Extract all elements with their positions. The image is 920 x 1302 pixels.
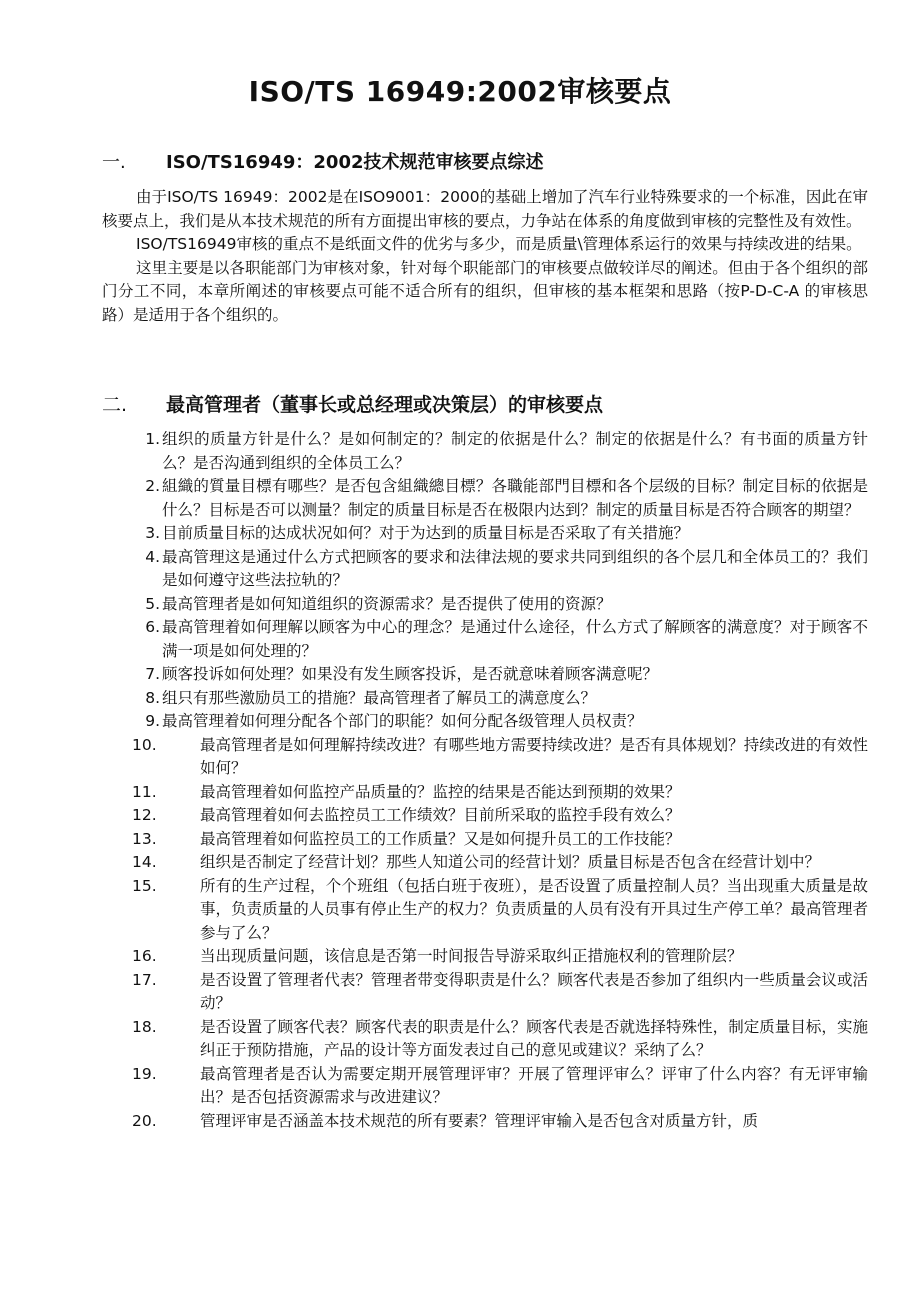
list-item-number: 4. (145, 547, 160, 566)
list-item (102, 804, 868, 828)
list-item (102, 616, 868, 663)
list-item-text: 最高管理着如何理解以顾客为中心的理念？是通过什么途径，什么方式了解顾客的满意度？对于顾客不满一项是如何处理的？ (162, 618, 868, 660)
list-item-text: 当出现质量问题，该信息是否第一时间报告导游采取纠正措施权利的管理阶层？ (200, 947, 743, 965)
list-item (102, 1110, 868, 1134)
list-item (102, 546, 868, 593)
section-2-heading (102, 392, 603, 418)
list-item (102, 687, 868, 711)
list-item (102, 428, 868, 475)
list-item (102, 828, 868, 852)
list-item-number: 6. (145, 618, 160, 636)
list-item (102, 522, 868, 546)
audit-question-list (102, 428, 868, 1133)
list-item (102, 475, 868, 522)
list-item-text: 最高管理着如何去监控员工工作绩效？目前所采取的监控手段有效么？ (200, 806, 681, 824)
list-item (102, 663, 868, 687)
list-item-text: 目前质量目标的达成状况如何？对于为达到的质量目标是否采取了有关措施？ (162, 524, 690, 542)
list-item-text: 最高管理者是否认为需要定期开展管理评审？开展了管理评审么？评审了什么内容？有无评审输出？是否包括资源需求与改进建议？ (200, 1064, 868, 1106)
list-item-text: 是否设置了管理者代表？管理者带变得职责是什么？顾客代表是否参加了组织内一些质量会议或活动？ (200, 970, 868, 1012)
list-item-number: 12. (132, 806, 157, 824)
list-item-number: 13. (132, 829, 157, 848)
section-2-number: 二. (102, 394, 128, 416)
list-item-text: 组织是否制定了经营计划？那些人知道公司的经营计划？质量目标是否包含在经营计划中？ (200, 853, 821, 871)
section-1-number: 一. (102, 152, 126, 173)
list-item-number: 1. (145, 430, 160, 448)
list-item-number: 16. (132, 947, 157, 965)
list-item-number: 15. (132, 876, 157, 895)
list-item-text: 最高管理着如何监控员工的工作质量？又是如何提升员工的工作技能？ (200, 829, 681, 848)
list-item-text: 最高管理者是如何理解持续改进？有哪些地方需要持续改进？是否有具体规划？持续改进的有效性如何？ (200, 735, 868, 777)
list-item-text: 組織的質量目標有哪些？是否包含組織總目標？各職能部門目標和各个层级的目标？制定目标的依据是什么？目标是否可以测量？制定的质量目标是否在极限内达到？制定的质量目标是否符合顾客的期望？ (162, 477, 868, 519)
list-item-text: 组只有那些激励员工的措施？最高管理者了解员工的满意度么？ (162, 688, 597, 707)
list-item-text: 最高管理着如何理分配各个部门的职能？如何分配各级管理人员权责？ (162, 712, 643, 730)
list-item-number: 19. (132, 1064, 157, 1083)
section-2-title: 最高管理者（董事长或总经理或决策层）的审核要点 (166, 394, 604, 416)
list-item-number: 5. (145, 594, 160, 613)
list-item-text: 是否设置了顾客代表？顾客代表的职责是什么？顾客代表是否就选择特殊性，制定质量目标，实施纠正于预防措施，产品的设计等方面发表过自己的意见或建议？采纳了么？ (200, 1017, 868, 1059)
list-item-number: 11. (132, 782, 157, 801)
list-item (102, 710, 868, 734)
list-item-number: 20. (132, 1111, 157, 1130)
list-item-number: 17. (132, 970, 157, 989)
list-item-text: 最高管理这是通过什么方式把顾客的要求和法律法规的要求共同到组织的各个层几和全体员工的？我们是如何遵守这些法拉轨的？ (162, 547, 868, 589)
list-item-text: 最高管理着如何监控产品质量的？监控的结果是否能达到预期的效果？ (200, 782, 681, 801)
list-item-number: 18. (132, 1017, 157, 1036)
list-item-number: 14. (132, 853, 157, 871)
paragraph: ISO/TS16949审核的重点不是纸面文件的优劣与多少，而是质量\管理体系运行的效果与持续改进的结果。 (136, 235, 862, 253)
list-item-number: 7. (145, 665, 160, 683)
list-item-number: 10. (132, 735, 157, 754)
list-item-text: 管理评审是否涵盖本技术规范的所有要素？管理评审输入是否包含对质量方针，质 (200, 1111, 759, 1130)
list-item (102, 945, 868, 969)
list-item-text: 所有的生产过程，个个班组（包括白班于夜班），是否设置了质量控制人员？当出现重大质量是故事，负责质量的人员事有停止生产的权力？负责质量的人员有没有开具过生产停工单？最高管理者参与了么？ (200, 876, 868, 942)
list-item (102, 593, 868, 617)
list-item (102, 875, 868, 946)
list-item (102, 1016, 868, 1063)
list-item-number: 2. (145, 477, 160, 495)
list-item-text: 组织的质量方针是什么？是如何制定的？制定的依据是什么？制定的依据是什么？有书面的质量方针么？是否沟通到组织的全体员工么？ (162, 430, 868, 472)
section-1-heading (102, 150, 544, 176)
section-1-body (102, 186, 868, 327)
list-item (102, 734, 868, 781)
page-title: ISO/TS 16949:2002审核要点 (248, 75, 672, 108)
list-item (102, 781, 868, 805)
section-1-title: ISO/TS16949：2002技术规范审核要点综述 (166, 152, 544, 173)
list-item-text: 最高管理者是如何知道组织的资源需求？是否提供了使用的资源？ (162, 594, 612, 613)
list-item (102, 969, 868, 1016)
list-item-number: 9. (145, 712, 160, 730)
paragraph: 这里主要是以各职能部门为审核对象，针对每个职能部门的审核要点做较详尽的阐述。但由于各个组织的部门分工不同，本章所阐述的审核要点可能不适合所有的组织，但审核的基本框架和思路（按P-D-C-A 的审核思路）是适用于各个组织的。 (102, 258, 868, 324)
list-item-number: 8. (145, 688, 160, 707)
paragraph: 由于ISO/TS 16949：2002是在ISO9001：2000的基础上增加了汽车行业特殊要求的一个标准，因此在审核要点上，我们是从本技术规范的所有方面提出审核的要点，力争站在体系的角度做到审核的完整性及有效性。 (102, 188, 868, 230)
list-item-number: 3. (145, 524, 160, 542)
list-item (102, 851, 868, 875)
list-item (102, 1063, 868, 1110)
list-item-text: 顾客投诉如何处理？如果没有发生顾客投诉，是否就意味着顾客满意呢？ (162, 665, 659, 683)
